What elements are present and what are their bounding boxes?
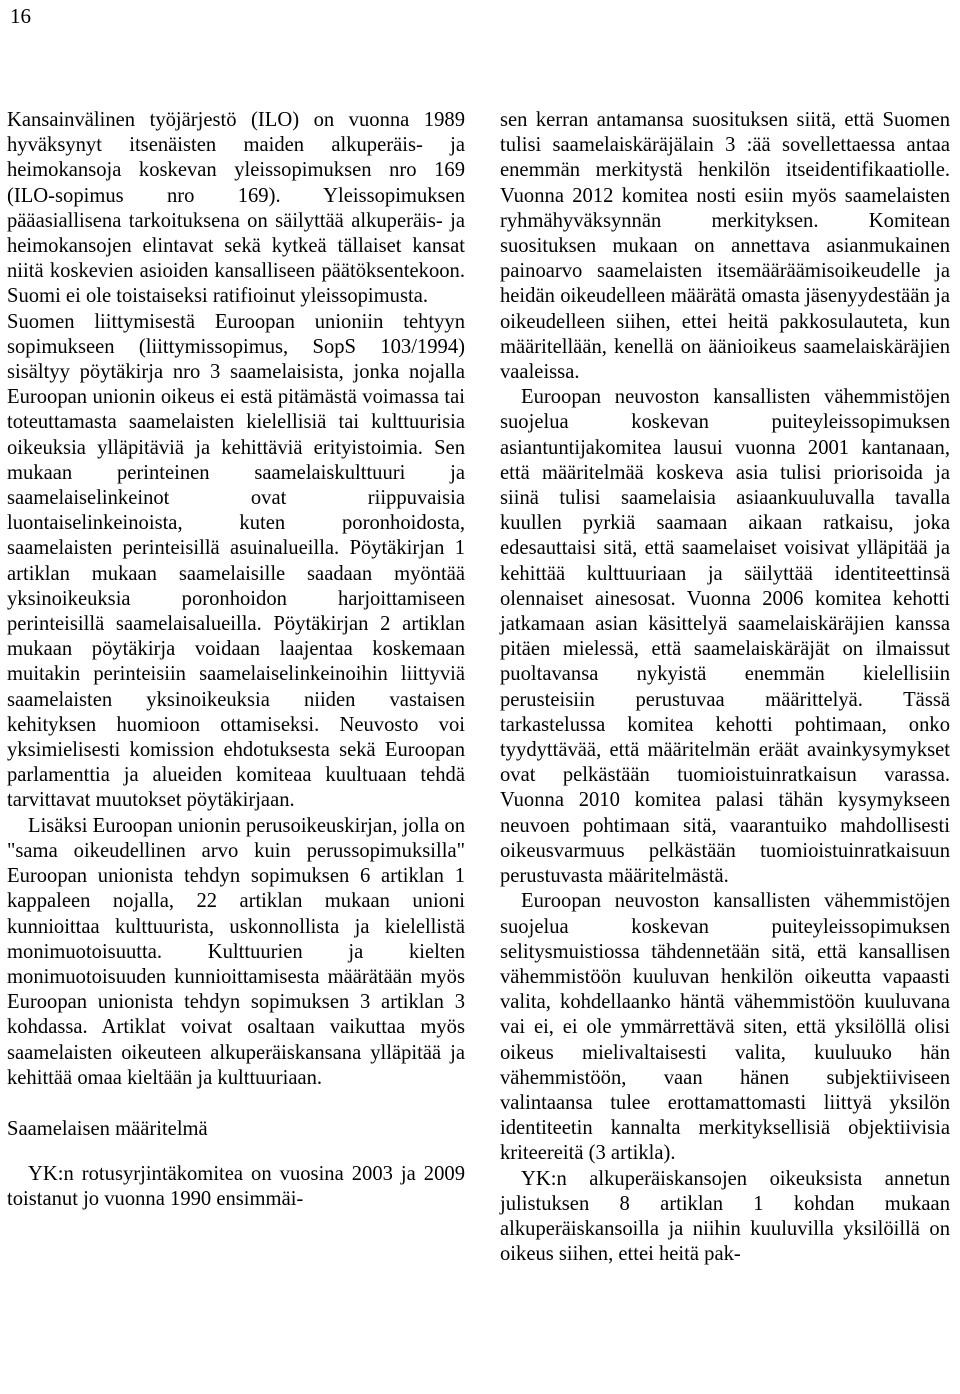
paragraph-un-committee: YK:n rotusyrjintäkomitea on vuosina 2003 ja 2009 toistanut jo vuonna 1990 ensimmäi-	[7, 1163, 465, 1211]
left-column	[7, 108, 465, 1213]
paragraph-explanatory-report: Euroopan neuvoston kansallisten vähemmistöjen suojelua koskevan puiteyleissopimuksen selitysmuistiossa tähdennetään sitä, että kansallisen vähemmistöön kuuluvan henkilön oikeutta vapaasti valita, kohdellaanko häntä vähemmistöön kuuluvana vai ei, ei ole ymmärrettävä siten, että yksilöllä olisi oikeus mielivaltaisesti valita, kuuluuko hän vähemmistöön, vaan hänen subjektiiviseen valintaansa tulee erottamattomasti liittyä yksilön identiteetin kannalta merkityksellisiä objektiivisia kriteereitä (3 artikla).	[500, 890, 950, 1165]
paragraph-charter-of-fundamental-rights: Lisäksi Euroopan unionin perusoikeuskirjan, jolla on "sama oikeudellinen arvo kuin perussopimuksilla" Euroopan unionista tehdyn sopimuksen 6 artiklan 1 kappaleen nojalla, 22 artiklan mukaan unioni kunnioittaa kulttuurista, uskonnollista ja kielellistä monimuotoisuutta. Kulttuurien ja kielten monimuotoisuuden kunnioittamisesta määrätään myös Euroopan unionista tehdyn sopimuksen 3 artiklan 3 kohdassa. Artiklat voivat osaltaan vaikuttaa myös saamelaisten oikeuteen alkuperäiskansana ylläpitää ja kehittää omaa kieltään ja kulttuuriaan.	[7, 814, 465, 1089]
right-column	[500, 108, 950, 1267]
section-heading: Saamelaisen määritelmä	[7, 1117, 208, 1140]
paragraph-un-declaration: YK:n alkuperäiskansojen oikeuksista annetun julistuksen 8 artiklan 1 kohdan mukaan alkuperäiskansoilla ja niihin kuuluvilla yksilöillä on oikeus siihen, ettei heitä pak-	[500, 1167, 950, 1266]
paragraph-eu-accession-protocol: Suomen liittymisestä Euroopan unioniin tehtyyn sopimukseen (liittymissopimus, SopS 103/1994) sisältyy pöytäkirja nro 3 saamelaisista, jonka nojalla Euroopan unionin oikeus ei estä pitämästä voimassa tai toteuttamasta saamelaisten kielellisiä tai kulttuurisia oikeuksia ylläpitäviä ja kehittäviä erityistoimia. Sen mukaan perinteinen saamelaiskulttuuri ja saamelaiselinkeinot ovat riippuvaisia luontaiselinkeinoista, kuten poronhoidosta, saamelaisten perinteisillä asuinalueilla. Pöytäkirjan 1 artiklan mukaan saamelaisille saadaan myöntää yksinoikeuksia poronhoidon harjoittamiseen perinteisillä saamelaisalueilla. Pöytäkirjan 2 artiklan mukaan pöytäkirja voidaan laajentaa koskemaan muitakin perinteisiin saamelaiselinkeinoihin liittyviä saamelaisten yksinoikeuksia niiden vastaisen kehityksen huomioon ottamiseksi. Neuvosto voi yksimielisesti komission ehdotuksesta sekä Euroopan parlamenttia ja alueiden komiteaa kuultuaan tehdä tarvittavat muutokset pöytäkirjaan.	[7, 310, 465, 812]
paragraph-advisory-committee: Euroopan neuvoston kansallisten vähemmistöjen suojelua koskevan puiteyleissopimuksen asiantuntijakomitea lausui vuonna 2001 kantanaan, että määritelmää koskeva asia tulisi priorisoida ja siinä tulisi saamelaisia asiaankuuluvalla tavalla kuullen pyrkiä saamaan aikaan ratkaisu, joka edesauttaisi sitä, että saamelaiset voisivat ylläpitää ja kehittää kulttuuriaan ja säilyttää identiteettinsä olennaiset ainesosat. Vuonna 2006 komitea kehotti jatkamaan asian käsittelyä saamelaiskäräjien kanssa pitäen mielessä, että saamelaiskäräjät on ilmaissut puoltavansa nykyistä enemmän kielellisiin perusteisiin perustuvaa määrittelyä. Tässä tarkastelussa komitea kehotti pohtimaan, onko tyydyttävää, että määritelmän eräät avainkysymykset ovat pelkästään tuomioistuinratkaisun varassa. Vuonna 2010 komitea palasi tähän kysymykseen neuvoen pohtimaan sitä, vaarantuiko mahdollisesti oikeusvarmuus pelkästään tuomioistuinratkaisuun perustuvasta määritelmästä.	[500, 386, 950, 888]
paragraph-ilo-convention: Kansainvälinen työjärjestö (ILO) on vuonna 1989 hyväksynyt itsenäisten maiden alkuperäis- ja heimokansoja koskevan yleissopimuksen nro 169 (ILO-sopimus nro 169). Yleissopimuksen pääasiallisena tarkoituksena on säilyttää alkuperäis- ja heimokansojen elintavat sekä kytkeä tällaiset kansat niitä koskevien asioiden kansalliseen päätöksentekoon. Suomi ei ole toistaiseksi ratifioinut yleissopimusta.	[7, 109, 465, 308]
page-number: 16	[10, 4, 31, 28]
paragraph-recommendation-continued: sen kerran antamansa suosituksen siitä, että Suomen tulisi saamelaiskäräjälain 3 :ää sovellettaessa antaa enemmän merkitystä henkilön itseidentifikaatiolle. Vuonna 2012 komitea nosti esiin myös saamelaisten ryhmähyväksynnän merkityksen. Komitean suosituksen mukaan on annettava asianmukainen painoarvo saamelaisten itsemääräämisoikeudelle ja heidän oikeudelleen määrätä omasta jäsenyydestään ja oikeudelleen siihen, ettei heitä pakkosulauteta, kun määritellään, kenellä on äänioikeus saamelaiskäräjien vaaleissa.	[500, 109, 950, 384]
